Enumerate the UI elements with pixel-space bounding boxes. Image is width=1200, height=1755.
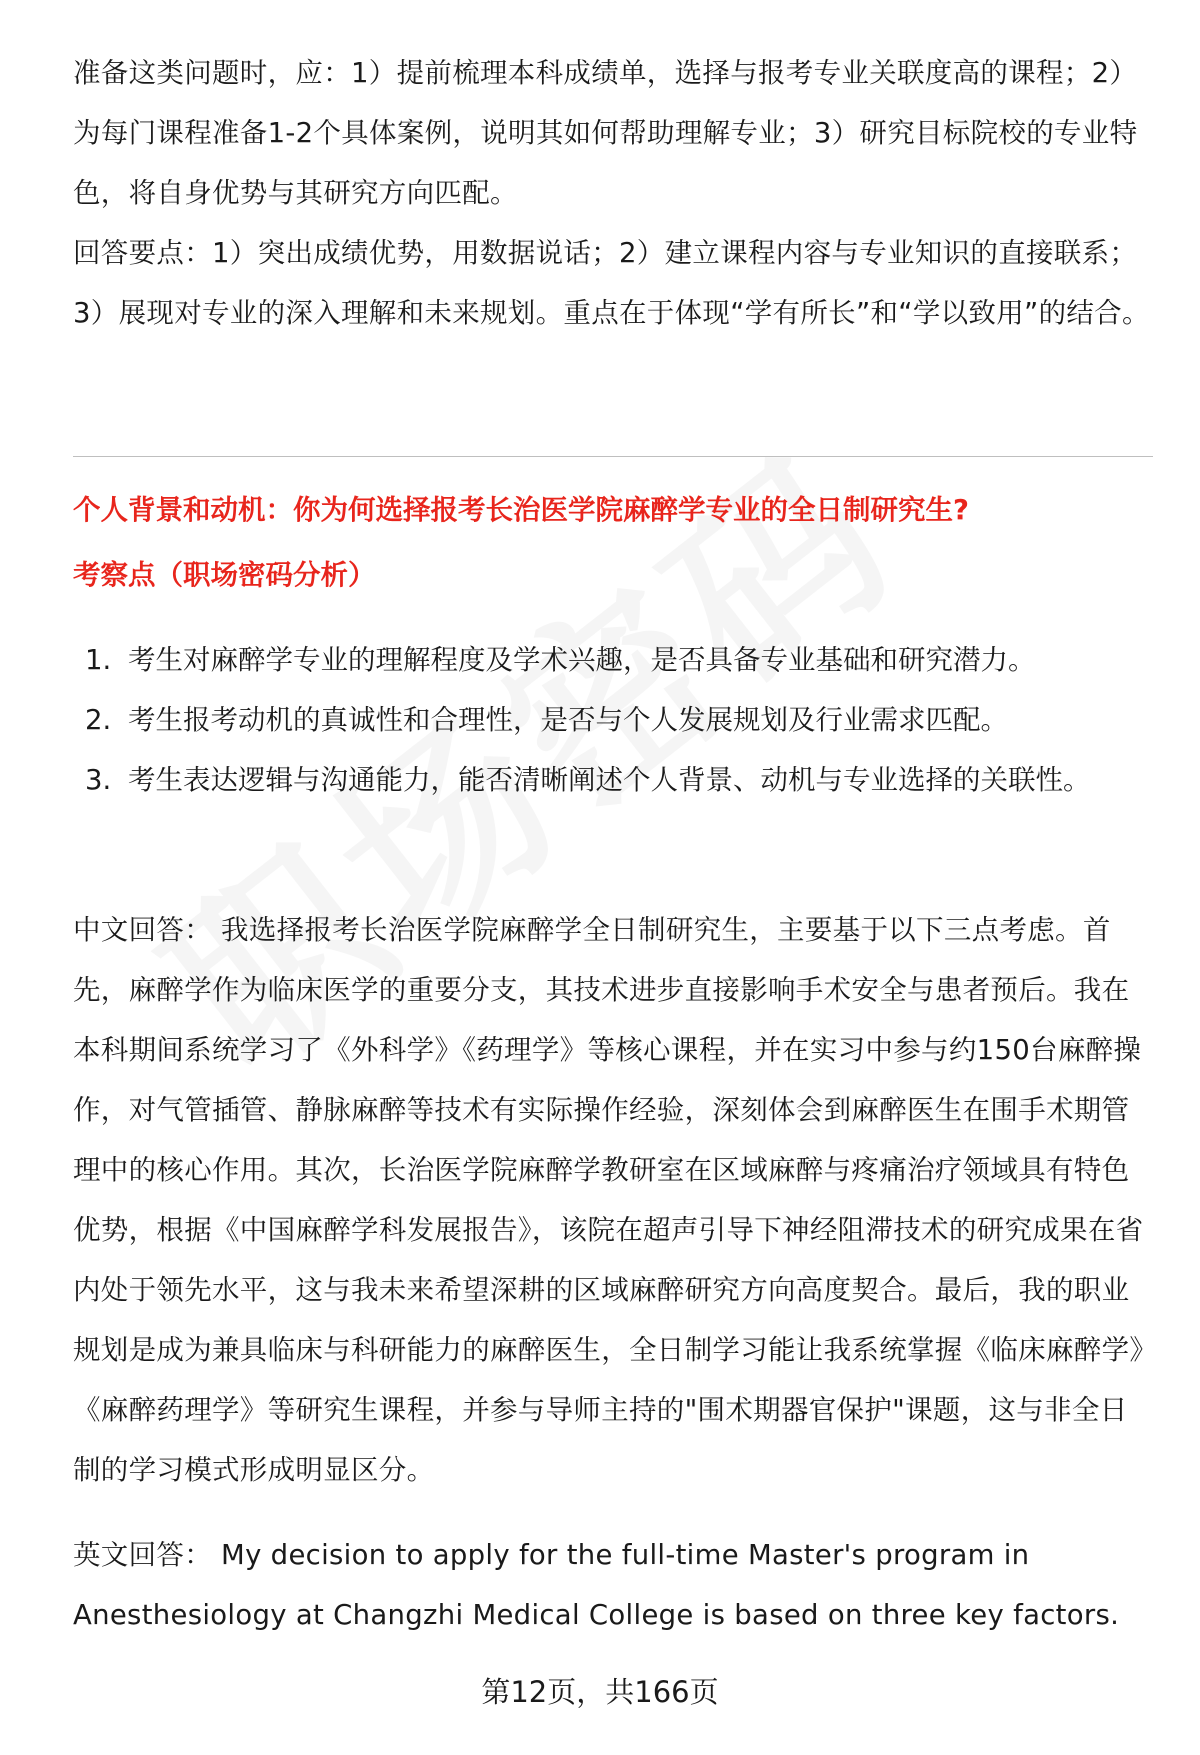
intro-paragraph-preparation: 准备这类问题时，应：1）提前梳理本科成绩单，选择与报考专业关联度高的课程；2）为每门课程准备1-2个具体案例，说明其如何帮助理解专业；3）研究目标院校的专业特色，将自身优势与其研究方向匹配。 (73, 57, 1138, 209)
intro-paragraph-key-points: 回答要点：1）突出成绩优势，用数据说话；2）建立课程内容与专业知识的直接联系；3）展现对专业的深入理解和未来规划。重点在于体现“学有所长”和“学以致用”的结合。 (73, 237, 1150, 329)
list-item-text: 考生对麻醉学专业的理解程度及学术兴趣，是否具备专业基础和研究潜力。 (128, 644, 1036, 676)
list-item (73, 690, 1153, 750)
assessment-points-list (73, 630, 1153, 810)
list-item-number: 3. (85, 764, 112, 796)
list-item-number: 1. (85, 644, 112, 676)
list-item-number: 2. (85, 704, 112, 736)
chinese-answer: 中文回答： 我选择报考长治医学院麻醉学全日制研究生，主要基于以下三点考虑。首先，麻醉学作为临床医学的重要分支，其技术进步直接影响手术安全与患者预后。我在本科期间系统学习了《外科学》《药理学》等核心课程，并在实习中参与约150台麻醉操作，对气管插管、静脉麻醉等技术有实际操作经验，深刻体会到麻醉医生在围手术期管理中的核心作用。其次，长治医学院麻醉学教研室在区域麻醉与疼痛治疗领域具有特色优势，根据《中国麻醉学科发展报告》，该院在超声引导下神经阻滞技术的研究成果在省内处于领先水平，这与我未来希望深耕的区域麻醉研究方向高度契合。最后，我的职业规划是成为兼具临床与科研能力的麻醉医生，全日制学习能让我系统掌握《临床麻醉学》《麻醉药理学》等研究生课程，并参与导师主持的"围术期器官保护"课题，这与非全日制的学习模式形成明显区分。 (73, 914, 1144, 1486)
page-number: 第12页，共166页 (481, 1675, 719, 1709)
list-item (73, 630, 1153, 690)
list-item-text: 考生报考动机的真诚性和合理性，是否与个人发展规划及行业需求匹配。 (128, 704, 1008, 736)
english-answer: 英文回答： My decision to apply for the full-time Master's program in Anesthesiology at Changzhi Medical College is based on three key factors. (73, 1539, 1120, 1631)
question-title: 个人背景和动机：你为何选择报考长治医学院麻醉学专业的全日制研究生? (73, 494, 969, 526)
section-divider (73, 456, 1153, 457)
list-item (73, 750, 1153, 810)
list-item-text: 考生表达逻辑与沟通能力，能否清晰阐述个人背景、动机与专业选择的关联性。 (128, 764, 1091, 796)
assessment-points-heading: 考察点（职场密码分析） (73, 559, 376, 591)
